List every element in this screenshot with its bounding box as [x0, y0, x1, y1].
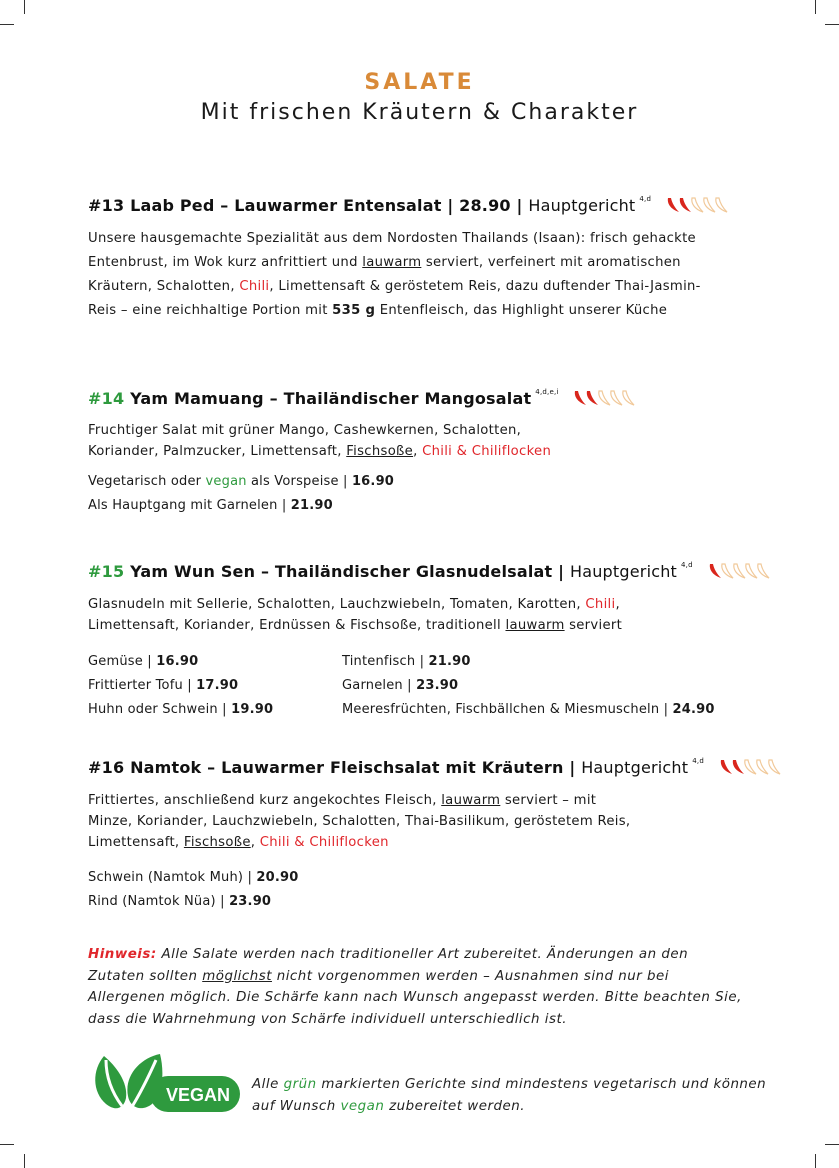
dish-14-option-vegetarian: Vegetarisch oder vegan als Vorspeise | 16.90: [88, 474, 395, 489]
crop-mark: [24, 1154, 25, 1168]
allergen-codes: 4,d: [639, 195, 652, 203]
chili-inactive-icon: [766, 758, 782, 776]
spice-rating: [718, 758, 778, 780]
crop-mark: [815, 0, 816, 14]
dish-14-heading: [88, 388, 632, 411]
dish-13-description: Unsere hausgemachte Spezialität aus dem Nordosten Thailands (Isaan): frisch gehackte Entenbrust, im Wok kurz anfrittiert und lauwarm serviert, verfeinert mit aromatischen Kräutern, Schalotten, Chili, Limettensaft & geröstetem Reis, dazu duftender Thai-Jasmin-Reis – eine reichhaltige Portion mit 535 g Entenfleisch, das Highlight unserer Küche: [88, 231, 701, 318]
dish-type: Hauptgericht: [569, 562, 678, 581]
crop-mark: [0, 1144, 14, 1145]
dish-15-option: Meeresfrüchten, Fischbällchen & Miesmuscheln | 24.90: [342, 702, 715, 717]
dish-15-heading: #15 Yam Wun Sen – Thailändischer Glasnudelsalat | Hauptgericht $^{4,d}$: [88, 561, 767, 584]
dish-number: #14: [88, 389, 125, 408]
dish-13-heading: [88, 195, 725, 218]
crop-mark: [24, 0, 25, 14]
vegan-logo-icon: [90, 1050, 242, 1116]
crop-mark: [825, 1144, 839, 1145]
dish-price: | 28.90 |: [447, 196, 523, 215]
spice-rating: [572, 389, 632, 411]
chili-inactive-icon: [755, 562, 771, 580]
dish-type: Hauptgericht: [581, 758, 689, 777]
vegan-note: Alle grün markierten Gerichte sind mindestens vegetarisch und können auf Wunsch vegan zubereitet werden.: [252, 1077, 767, 1114]
page-title: SALATE: [364, 70, 475, 95]
crop-mark: [825, 24, 839, 25]
chili-inactive-icon: [713, 196, 729, 214]
spice-rating: [707, 562, 767, 584]
dish-14-option-main: Als Hauptgang mit Garnelen | 21.90: [88, 498, 333, 513]
dish-16-heading: #16 Namtok – Lauwarmer Fleischsalat mit Kräutern | Hauptgericht $^{4,d}$: [88, 757, 778, 780]
chili-inactive-icon: [620, 389, 636, 407]
dish-15-option: Frittierter Tofu | 17.90: [88, 678, 239, 693]
dish-16-option: Schwein (Namtok Muh) | 20.90: [88, 870, 299, 885]
dish-name: Laab Ped – Lauwarmer Entensalat: [130, 196, 442, 215]
dish-14-description: Fruchtiger Salat mit grüner Mango, Cashewkernen, Schalotten, Koriander, Palmzucker, Limettensaft, Fischsoße, Chili & Chiliflocken: [88, 423, 552, 459]
crop-mark: [0, 24, 14, 25]
dish-15-option: Garnelen | 23.90: [342, 678, 459, 693]
page-subtitle: Mit frischen Kräutern & Charakter: [200, 100, 639, 125]
spice-rating: [665, 196, 725, 218]
dish-name: Yam Mamuang – Thailändischer Mangosalat: [130, 389, 532, 408]
dish-16-description: Frittiertes, anschließend kurz angekochtes Fleisch, lauwarm serviert – mit Minze, Koriander, Lauchzwiebeln, Schalotten, Thai-Basilikum, geröstetem Reis, Limettensaft, Fischsoße, Chili & Chiliflocken: [88, 793, 631, 850]
dish-name: Yam Wun Sen – Thailändischer Glasnudelsalat: [130, 562, 553, 581]
dish-number: #15: [88, 562, 125, 581]
dish-name: Namtok – Lauwarmer Fleischsalat mit Kräutern: [130, 758, 564, 777]
dish-15-option: Huhn oder Schwein | 19.90: [88, 702, 274, 717]
dish-16-option: Rind (Namtok Nüa) | 23.90: [88, 894, 272, 909]
dish-type: Hauptgericht: [528, 196, 636, 215]
crop-mark: [815, 1154, 816, 1168]
allergen-codes: 4,d: [692, 757, 704, 765]
allergen-codes: 4,d: [681, 561, 693, 569]
vegan-logo-text: VEGAN: [165, 1085, 231, 1105]
allergen-codes: 4,d,e,i: [535, 388, 559, 396]
dish-number: #13: [88, 196, 125, 215]
dish-15-description: Glasnudeln mit Sellerie, Schalotten, Lauchzwiebeln, Tomaten, Karotten, Chili, Limettensaft, Koriander, Erdnüssen & Fischsoße, traditionell lauwarm serviert: [88, 597, 623, 633]
dish-15-option: Tintenfisch | 21.90: [342, 654, 471, 669]
dish-15-option: Gemüse | 16.90: [88, 654, 199, 669]
dish-number: #16: [88, 758, 125, 777]
salad-note: Hinweis: Alle Salate werden nach traditioneller Art zubereitet. Änderungen an den Zutaten sollten möglichst nicht vorgenommen werden – Ausnahmen sind nur bei Allergenen möglich. Die Schärfe kann nach Wunsch angepasst werden. Bitte beachten Sie, dass die Wahrnehmung von Schärfe individuell unterschiedlich ist.: [88, 947, 742, 1027]
